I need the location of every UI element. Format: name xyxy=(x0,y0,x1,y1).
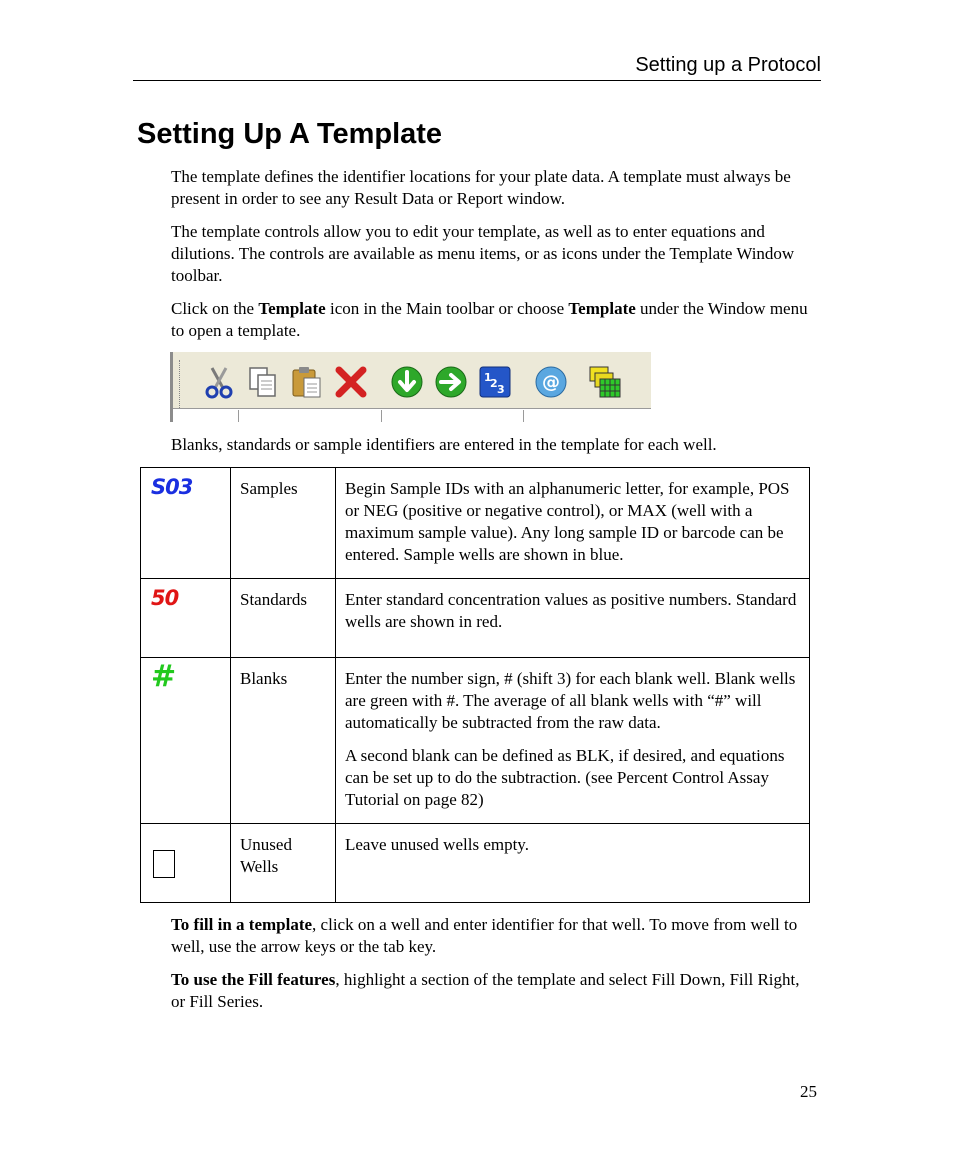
description-text: A second blank can be defined as BLK, if desired, and equations can be set up to do the subtraction. (see Percent Control Assay Tutorial on page 82) xyxy=(345,746,785,809)
fill-in-bold: To fill in a template xyxy=(171,915,313,934)
blank-hash-badge: # xyxy=(151,659,176,694)
label-cell: Samples xyxy=(231,468,336,579)
table-row xyxy=(141,579,810,658)
page-number: 25 xyxy=(800,1082,817,1101)
description-text: Leave unused wells empty. xyxy=(345,835,529,854)
toolbar-grip[interactable] xyxy=(179,360,182,410)
fill-series-icon[interactable] xyxy=(477,364,513,400)
icon-cell xyxy=(141,658,231,824)
fill-in-paragraph xyxy=(171,914,811,958)
dilution-grid-icon[interactable] xyxy=(587,364,623,400)
description-text: Enter standard concentration values as positive numbers. Standard wells are shown in red. xyxy=(345,590,797,631)
click-text-2: icon in the Main toolbar or choose xyxy=(325,299,569,318)
label-cell: Blanks xyxy=(231,658,336,824)
template-grid-strip xyxy=(173,408,651,423)
template-bold-1: Template xyxy=(258,299,326,318)
description-cell xyxy=(336,824,810,903)
fill-right-icon[interactable] xyxy=(433,364,469,400)
click-template-paragraph xyxy=(171,298,811,342)
paste-icon[interactable] xyxy=(289,364,325,400)
delete-x-icon[interactable] xyxy=(333,364,369,400)
equation-icon[interactable] xyxy=(533,364,569,400)
label-cell: Unused Wells xyxy=(231,824,336,903)
icon-cell xyxy=(141,468,231,579)
empty-well-icon xyxy=(153,850,175,878)
table-row xyxy=(141,468,810,579)
svg-text:@: @ xyxy=(542,372,560,393)
click-text-1: Click on the xyxy=(171,299,259,318)
icon-cell xyxy=(141,824,231,903)
intro-paragraph-2: The template controls allow you to edit your template, as well as to enter equations and dilutions. The controls are available as menu items, or as icons under the Template Window toolbar. xyxy=(171,222,795,285)
standard-badge: 50 xyxy=(151,586,179,610)
sample-id-badge: S03 xyxy=(151,475,193,499)
description-cell xyxy=(336,468,810,579)
svg-text:3: 3 xyxy=(497,383,505,396)
click-text-3: under the Window menu to open a template. xyxy=(171,299,808,340)
header-rule xyxy=(133,80,821,81)
running-head: Setting up a Protocol xyxy=(635,54,821,76)
copy-icon[interactable] xyxy=(245,364,281,400)
icon-cell xyxy=(141,579,231,658)
table-row xyxy=(141,824,810,903)
description-text: Begin Sample IDs with an alphanumeric letter, for example, POS or NEG (positive or negative control), or MAX (well with a maximum sample value). Any long sample ID or barcode can be entered. Sample wells are shown in blue. xyxy=(345,479,790,564)
svg-text:1: 1 xyxy=(484,371,492,384)
table-row xyxy=(141,658,810,824)
template-bold-2: Template xyxy=(568,299,636,318)
grid-column-line xyxy=(238,410,239,422)
fill-features-bold: To use the Fill features xyxy=(171,970,336,989)
fill-down-icon[interactable] xyxy=(389,364,425,400)
template-toolbar xyxy=(170,352,651,422)
identifier-table xyxy=(140,467,810,903)
grid-column-line xyxy=(523,410,524,422)
label-cell: Standards xyxy=(231,579,336,658)
blanks-intro-paragraph: Blanks, standards or sample identifiers are entered in the template for each well. xyxy=(171,435,717,454)
page-title: Setting Up A Template xyxy=(137,118,443,150)
svg-text:2: 2 xyxy=(490,377,498,390)
fill-features-paragraph xyxy=(171,969,811,1013)
intro-paragraph-1: The template defines the identifier locations for your plate data. A template must always be present in order to see any Result Data or Report window. xyxy=(171,167,791,208)
grid-column-line xyxy=(381,410,382,422)
description-cell xyxy=(336,579,810,658)
description-cell xyxy=(336,658,810,824)
fill-in-text: , click on a well and enter identifier for that well. To move from well to well, use the arrow keys or the tab key. xyxy=(171,915,798,956)
description-text: Enter the number sign, # (shift 3) for each blank well. Blank wells are green with #. The average of all blank wells with “#” will automatically be subtracted from the raw data. xyxy=(345,669,796,732)
scissors-cut-icon[interactable] xyxy=(201,364,237,400)
fill-features-text: , highlight a section of the template and select Fill Down, Fill Right, or Fill Series. xyxy=(171,970,800,1011)
